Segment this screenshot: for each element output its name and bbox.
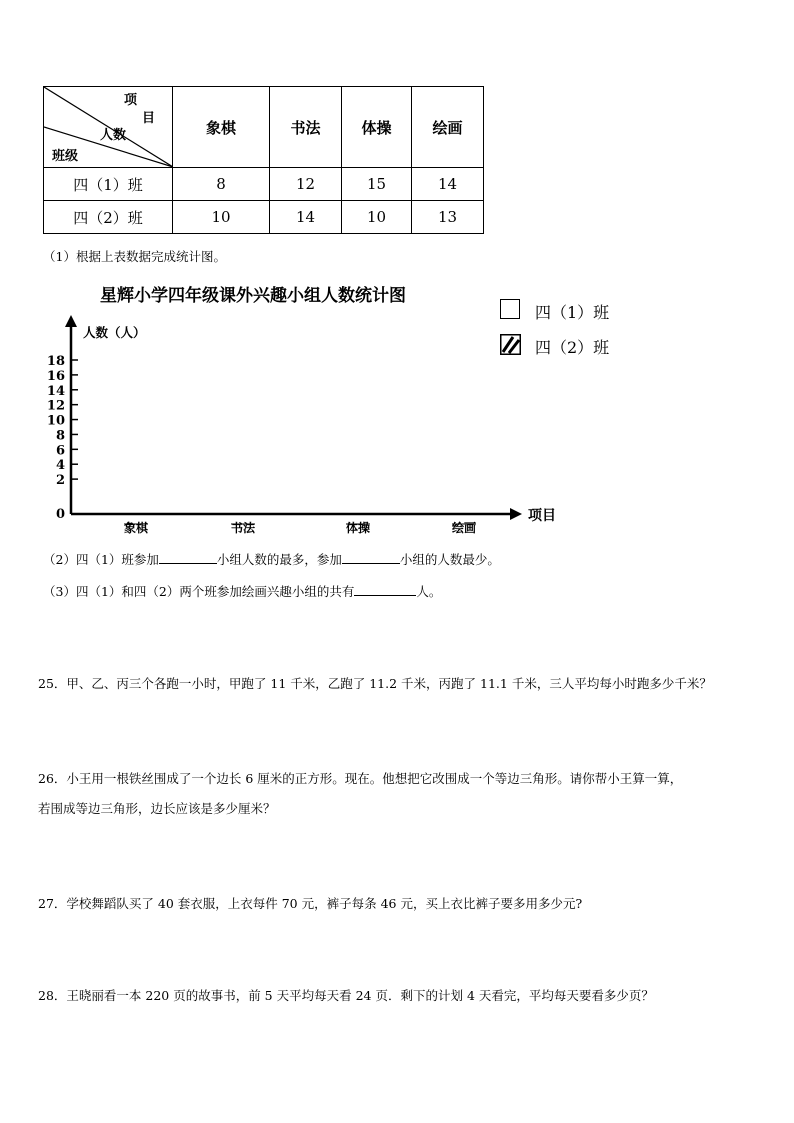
corner-label-item-2: 目 <box>142 111 156 126</box>
x-category-label: 绘画 <box>451 521 477 535</box>
question-2 <box>43 553 500 567</box>
x-category-label: 体操 <box>345 521 371 535</box>
problem-27: 27．学校舞蹈队买了 40 套衣服，上衣每件 70 元，裤子每条 46 元，买上衣比裤子要多用多少元? <box>38 896 583 911</box>
problem-25: 25．甲、乙、丙三个各跑一小时，甲跑了 11 千米，乙跑了 11.2 千米，丙跑了 11.1 千米，三人平均每小时跑多少千米？ <box>38 676 712 691</box>
corner-label-count: 人数 <box>100 128 127 143</box>
legend-label-class-2: 四（2）班 <box>535 338 610 357</box>
x-axis-arrow <box>510 508 522 520</box>
problem-28: 28．王晓丽看一本 220 页的故事书，前 5 天平均每天看 24 页．剩下的计划 4 天看完，平均每天要看多少页？ <box>38 988 654 1003</box>
x-category-label: 象棋 <box>123 521 149 535</box>
question-1: （1）根据上表数据完成统计图。 <box>43 249 226 264</box>
y-axis-arrow <box>65 315 77 327</box>
y-axis-label: 人数（人） <box>83 325 146 340</box>
question-3 <box>43 585 441 599</box>
column-header: 体操 <box>342 87 412 168</box>
question-2-part-c: 小组的人数最少。 <box>399 552 500 567</box>
y-tick-label: 10 <box>46 413 65 429</box>
table-header-row <box>44 87 484 168</box>
corner-label-class: 班级 <box>52 149 79 164</box>
y-tick-label: 6 <box>55 443 65 459</box>
bar-chart <box>30 305 570 540</box>
column-header: 书法 <box>270 87 342 168</box>
row-label: 四（2）班 <box>44 201 173 234</box>
y-tick-label: 0 <box>55 507 65 522</box>
table-row <box>44 201 484 234</box>
table-cell: 12 <box>270 168 342 201</box>
table-cell: 14 <box>270 201 342 234</box>
question-3-part-a: （3）四（1）和四（2）两个班参加绘画兴趣小组的共有 <box>43 584 355 599</box>
column-header: 象棋 <box>173 87 270 168</box>
y-tick-label: 16 <box>46 368 65 384</box>
y-tick-label: 2 <box>55 473 65 489</box>
corner-label-item-1: 项 <box>124 93 138 108</box>
chart-title: 星辉小学四年级课外兴趣小组人数统计图 <box>100 286 406 306</box>
table-cell: 13 <box>412 201 484 234</box>
table-cell: 10 <box>173 201 270 234</box>
y-tick-label: 8 <box>55 428 65 444</box>
answer-blank[interactable] <box>354 585 416 596</box>
table-cell: 10 <box>342 201 412 234</box>
y-tick-label: 14 <box>46 383 65 399</box>
y-tick-label: 4 <box>55 458 65 474</box>
data-table <box>43 86 484 234</box>
problem-26-line-2: 若围成等边三角形，边长应该是多少厘米？ <box>38 801 276 816</box>
question-2-part-a: （2）四（1）班参加 <box>43 552 159 567</box>
row-label: 四（1）班 <box>44 168 173 201</box>
y-tick-label: 12 <box>46 398 65 414</box>
table-cell: 8 <box>173 168 270 201</box>
table-row <box>44 168 484 201</box>
question-2-part-b: 小组人数的最多，参加 <box>216 552 342 567</box>
question-3-part-b: 人。 <box>416 584 442 599</box>
answer-blank[interactable] <box>342 553 400 564</box>
table-cell: 15 <box>342 168 412 201</box>
x-axis-label: 项目 <box>528 508 556 524</box>
column-header: 绘画 <box>412 87 484 168</box>
y-tick-label: 18 <box>46 354 65 369</box>
legend-label-class-1: 四（1）班 <box>535 303 610 322</box>
table-corner-cell <box>44 87 173 168</box>
answer-blank[interactable] <box>159 553 217 564</box>
table-cell: 14 <box>412 168 484 201</box>
problem-26-line-1: 26．小王用一根铁丝围成了一个边长 6 厘米的正方形。现在。他想把它改围成一个等边三角形。请你帮小王算一算， <box>38 771 683 786</box>
x-category-label: 书法 <box>230 521 256 535</box>
